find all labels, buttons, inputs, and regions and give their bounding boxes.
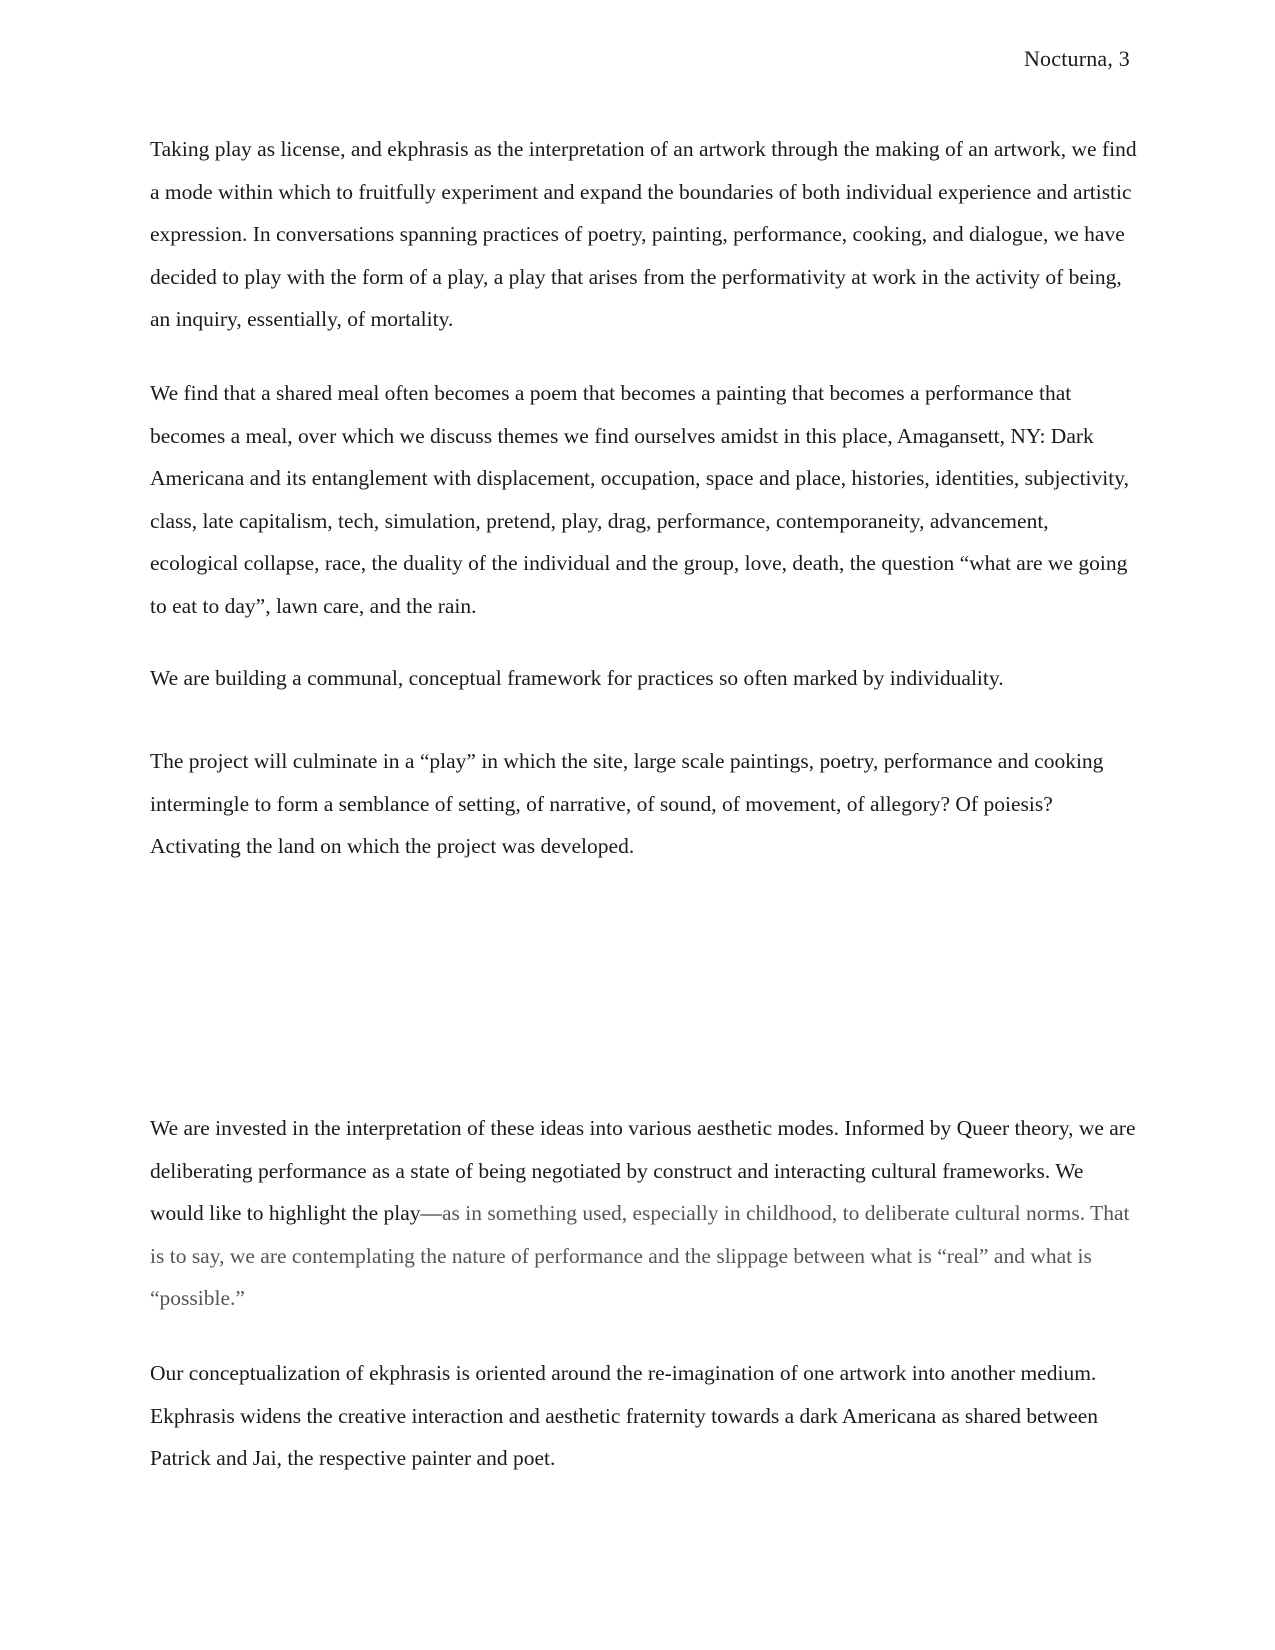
paragraph-play-as-license: Taking play as license, and ekphrasis as the interpretation of an artwork through the making of an artwork, we find a mode within which to fruitfully experiment and expand the boundaries of both individual experience and artistic expression. In conversations spanning practices of poetry, painting, performance, cooking, and dialogue, we have decided to play with the form of a play, a play that arises from the performativity at work in the activity of being, an inquiry, essentially, of mortality. [150,137,1137,331]
paragraph-shared-meal: We find that a shared meal often becomes a poem that becomes a painting that becomes a performance that becomes a meal, over which we discuss themes we find ourselves amidst in this place, Amagansett, NY: Dark Americana and its entanglement with displacement, occupation, space and place, histories, identities, subjectivity, class, late capitalism, tech, simulation, pretend, play, drag, performance, contemporaneity, advancement, ecological collapse, race, the duality of the individual and the group, love, death, the question “what are we going to eat to day”, lawn care, and the rain. [150,381,1129,618]
paragraph-ekphrasis: Our conceptualization of ekphrasis is oriented around the re-imagination of one artwork into another medium. Ekphrasis widens the creative interaction and aesthetic fraternity towards a dark Americana as shared between Patrick and Jai, the respective painter and poet. [150,1361,1098,1470]
paragraph-queer-theory-tail: as in something used, especially in childhood, to deliberate cultural norms. That is to say, we are contemplating the nature of performance and the slippage between what is “real” and what is “possible.” [150,1201,1130,1310]
page-header: Nocturna, 3 [1023,46,1130,71]
paragraph-queer-theory-lead: We are invested in the interpretation of these ideas into various aesthetic modes. Informed by Queer theory, we are deliberating performance as a state of being negotiated by construct and interacting cultural frameworks. We would like to highlight the play— [150,1116,1136,1225]
paragraph-communal-framework: We are building a communal, conceptual framework for practices so often marked by individuality. [150,666,1004,690]
paragraph-project-culmination: The project will culminate in a “play” in which the site, large scale paintings, poetry, performance and cooking intermingle to form a semblance of setting, of narrative, of sound, of movement, of allegory? Of poiesis? Activating the land on which the project was developed. [150,749,1104,858]
paragraph-queer-theory [150,1107,1140,1320]
